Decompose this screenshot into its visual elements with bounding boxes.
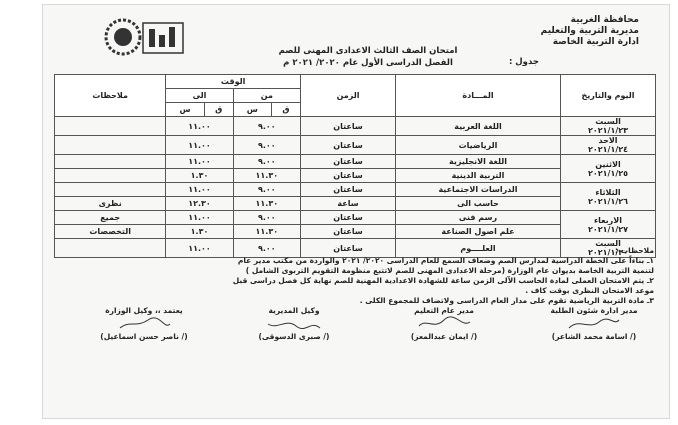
col-subject: المـــادة <box>396 75 561 117</box>
directorate-text: مديرية التربية والتعليم <box>540 26 639 36</box>
duration-cell: ساعتان <box>301 211 396 225</box>
note-cell <box>55 136 166 155</box>
from-cell: ٩.٠٠ <box>233 239 300 258</box>
table-row <box>55 136 656 155</box>
duration-cell: ساعتان <box>301 136 396 155</box>
note-2b: موعد الامتحان النظرى بوقت كاف . <box>525 286 654 295</box>
from-cell: ١١.٣٠ <box>233 225 300 239</box>
signature-students-affairs <box>534 306 654 342</box>
table-row <box>55 211 656 225</box>
subject-cell: اللغة الانجليزية <box>396 155 561 169</box>
table-row <box>55 183 656 197</box>
signature-education-director <box>384 306 504 342</box>
duration-cell: ساعتان <box>301 155 396 169</box>
subject-cell: اللغة العربية <box>396 117 561 136</box>
col-day-date: اليوم والتاريخ <box>561 75 656 117</box>
ministry-logo <box>101 13 197 63</box>
unit-s: س <box>233 103 271 117</box>
subject-cell: التربية الدينية <box>396 169 561 183</box>
duration-cell: ساعتان <box>301 169 396 183</box>
note-cell <box>55 155 166 169</box>
note-cell <box>55 117 166 136</box>
department-text: ادارة التربية الخاصة <box>552 37 639 47</box>
from-cell: ٩.٠٠ <box>233 183 300 197</box>
note-cell: نظرى <box>55 197 166 211</box>
col-to: الى <box>166 89 233 103</box>
signature-scribble-icon <box>384 316 504 332</box>
note-3: ٣ـ مادة التربية الرياضية تقوم على مدار العام الدراسى ولاتضاف للمجموع الكلى . <box>359 296 654 305</box>
document-title <box>203 45 533 69</box>
signature-scribble-icon <box>534 316 654 332</box>
col-from: من <box>233 89 300 103</box>
signature-name: (/ صبرى الدسوقى) <box>258 332 330 341</box>
to-cell: ١١.٠٠ <box>166 239 233 258</box>
day-cell: الاثنين ٢٠٢١/١/٢٥ <box>561 155 656 183</box>
signatures-block <box>60 306 654 366</box>
note-2: ٢ـ يتم الامتحان العملى لمادة الحاسب الآلى الزمن ساعة للشهادة الاعدادية المهنية للصم نهاية كل فصل دراسى قبل <box>232 276 654 285</box>
notes-heading: ملاحظات : <box>614 246 654 255</box>
from-cell: ١١.٣٠ <box>233 197 300 211</box>
jadwal-label: جدول : <box>508 57 539 67</box>
from-cell: ٩.٠٠ <box>233 136 300 155</box>
exam-schedule-table <box>54 74 656 258</box>
subject-cell: حاسب الى <box>396 197 561 211</box>
to-cell: ١.٣٠ <box>166 225 233 239</box>
signature-deputy-directorate <box>234 306 354 342</box>
day-cell: السبت ٢٠٢١/١/٣٠ <box>561 239 656 258</box>
to-cell: ١١.٠٠ <box>166 211 233 225</box>
governorate-text: محافظة الغربية <box>570 15 639 25</box>
duration-cell: ساعتان <box>301 225 396 239</box>
subject-cell: الرياضيات <box>396 136 561 155</box>
from-cell: ١١.٣٠ <box>233 169 300 183</box>
duration-cell: ساعة <box>301 197 396 211</box>
signature-name: (/ اسامة محمد الشاعر) <box>551 332 637 341</box>
table-row <box>55 155 656 169</box>
day-cell: الاربعاء ٢٠٢١/١/٢٧ <box>561 211 656 239</box>
unit-q: ق <box>271 103 300 117</box>
to-cell: ١١.٠٠ <box>166 155 233 169</box>
duration-cell: ساعتان <box>301 183 396 197</box>
subject-cell: العلــــوم <box>396 239 561 258</box>
signature-scribble-icon <box>84 316 204 332</box>
table-row <box>55 117 656 136</box>
from-cell: ٩.٠٠ <box>233 155 300 169</box>
note-cell <box>55 169 166 183</box>
notes-section <box>60 246 654 306</box>
note-cell: التخصصات <box>55 225 166 239</box>
day-cell: الاحد ٢٠٢١/١/٢٤ <box>561 136 656 155</box>
subject-cell: رسم فنى <box>396 211 561 225</box>
unit-q: ق <box>204 103 233 117</box>
duration-cell: ساعتان <box>301 239 396 258</box>
directorate-header <box>541 15 639 48</box>
from-cell: ٩.٠٠ <box>233 117 300 136</box>
signature-deputy-ministry <box>84 306 204 342</box>
unit-s: س <box>166 103 204 117</box>
signature-role: يعتمد ،، وكيل الوزارة <box>105 306 183 315</box>
note-1: ١ـ بناءاً على الخطة الدراسية لمدارس الصم وضعاف السمع للعام الدراسى ٢٠٢٠/ ٢٠٢١ والواردة من مكتب مدير عام <box>237 256 654 265</box>
to-cell: ١١.٠٠ <box>166 117 233 136</box>
from-cell: ٩.٠٠ <box>233 211 300 225</box>
day-cell: الثلاثاء ٢٠٢١/١/٢٦ <box>561 183 656 211</box>
to-cell: ١١.٠٠ <box>166 183 233 197</box>
signature-scribble-icon <box>234 316 354 332</box>
title-line-2: الفصل الدراسى الأول عام ٢٠٢٠/ ٢٠٢١ م <box>283 58 453 68</box>
signature-role: مدير ادارة شئون الطلبة <box>550 306 638 315</box>
note-cell: جميع <box>55 211 166 225</box>
to-cell: ١٢.٣٠ <box>166 197 233 211</box>
note-1b: لتنمية التربية الخاصة بديوان عام الوزارة (مرحلة الاعدادى المهنى للصم لاتتبع منظومة التقويم التربوى الشامل ) <box>245 266 654 275</box>
col-duration: الزمن <box>301 75 396 117</box>
signature-name: (/ ايمان عبدالمعز) <box>410 332 478 341</box>
subject-cell: علم اصول الصناعة <box>396 225 561 239</box>
title-line-1: امتحان الصف الثالث الاعدادى المهنى للصم <box>278 46 458 56</box>
signature-role: وكيل المديرية <box>268 306 320 315</box>
day-cell: السبت ٢٠٢١/١/٢٣ <box>561 117 656 136</box>
col-time: الوقت <box>166 75 301 89</box>
to-cell: ١١.٠٠ <box>166 136 233 155</box>
col-notes: ملاحظات <box>55 75 166 117</box>
to-cell: ١.٣٠ <box>166 169 233 183</box>
signature-role: مدير عام التعليم <box>414 306 474 315</box>
subject-cell: الدراسات الاجتماعية <box>396 183 561 197</box>
note-cell <box>55 183 166 197</box>
signature-name: (/ ناصر حسن اسماعيل) <box>100 332 188 341</box>
duration-cell: ساعتان <box>301 117 396 136</box>
